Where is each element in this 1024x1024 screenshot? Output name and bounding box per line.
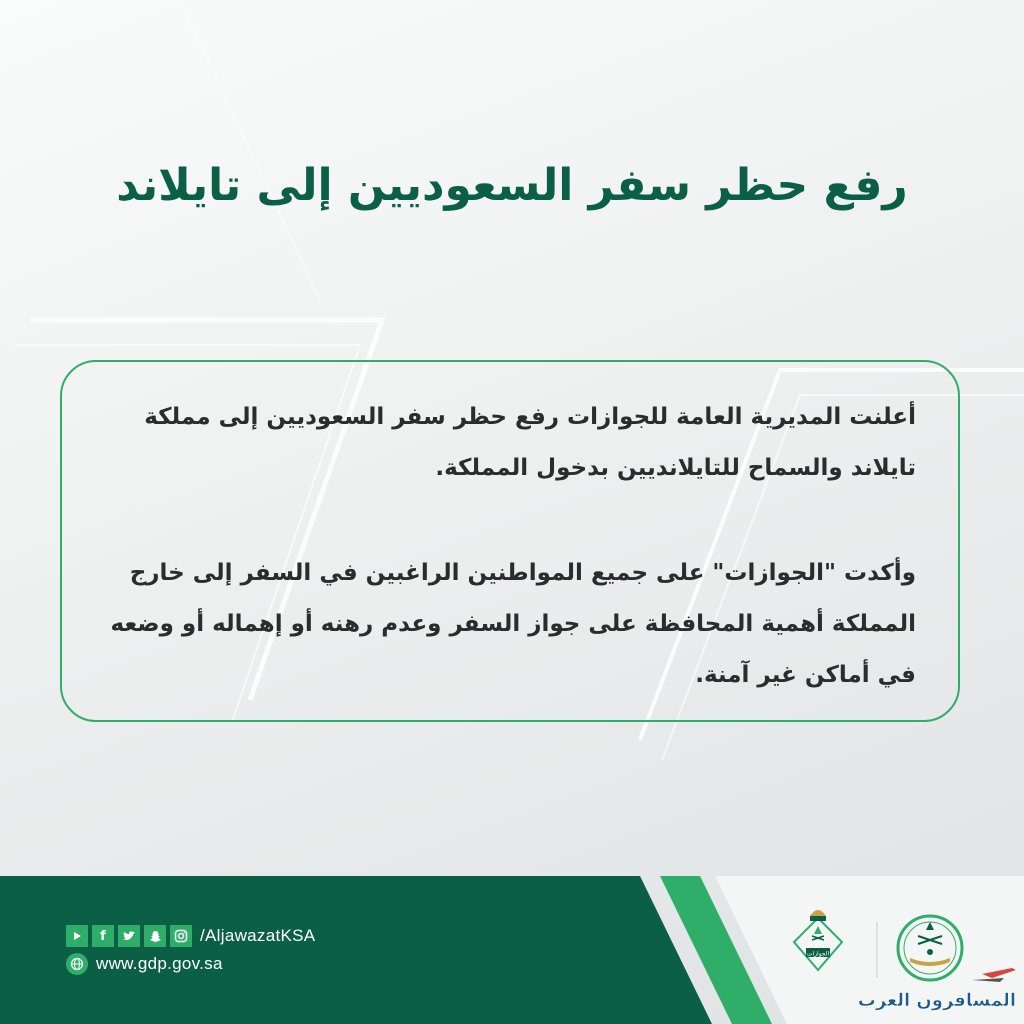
snapchat-icon[interactable] [144, 925, 166, 947]
website-link[interactable]: www.gdp.gov.sa [96, 954, 223, 973]
globe-icon [66, 953, 88, 975]
instagram-icon[interactable] [170, 925, 192, 947]
page-title: رفع حظر سفر السعوديين إلى تايلاند [116, 160, 908, 211]
facebook-icon[interactable]: f [92, 925, 114, 947]
website-row [66, 952, 223, 976]
announcement-card [60, 360, 960, 722]
announcement-paragraph-2: وأكدت "الجوازات" على جميع المواطنين الراغبين في السفر إلى خارج المملكة أهمية المحافظة على جواز السفر وعدم رهنه أو إهماله أو وضعه في أماكن غير آمنة. [110, 560, 916, 688]
announcement-paragraph-1: أعلنت المديرية العامة للجوازات رفع حظر سفر السعوديين إلى مملكة تايلاند والسماح للتايلانديين بدخول المملكة. [144, 404, 916, 481]
watermark-text: المسافرون العرب [857, 990, 1016, 1011]
social-links [66, 924, 315, 948]
twitter-icon[interactable] [118, 925, 140, 947]
youtube-icon[interactable] [66, 925, 88, 947]
watermark-logo [857, 960, 1020, 1020]
jawazat-logo-label: الجوازات [806, 950, 830, 958]
social-handle[interactable]: /AljawazatKSA [200, 926, 316, 945]
jawazat-logo [794, 910, 842, 970]
